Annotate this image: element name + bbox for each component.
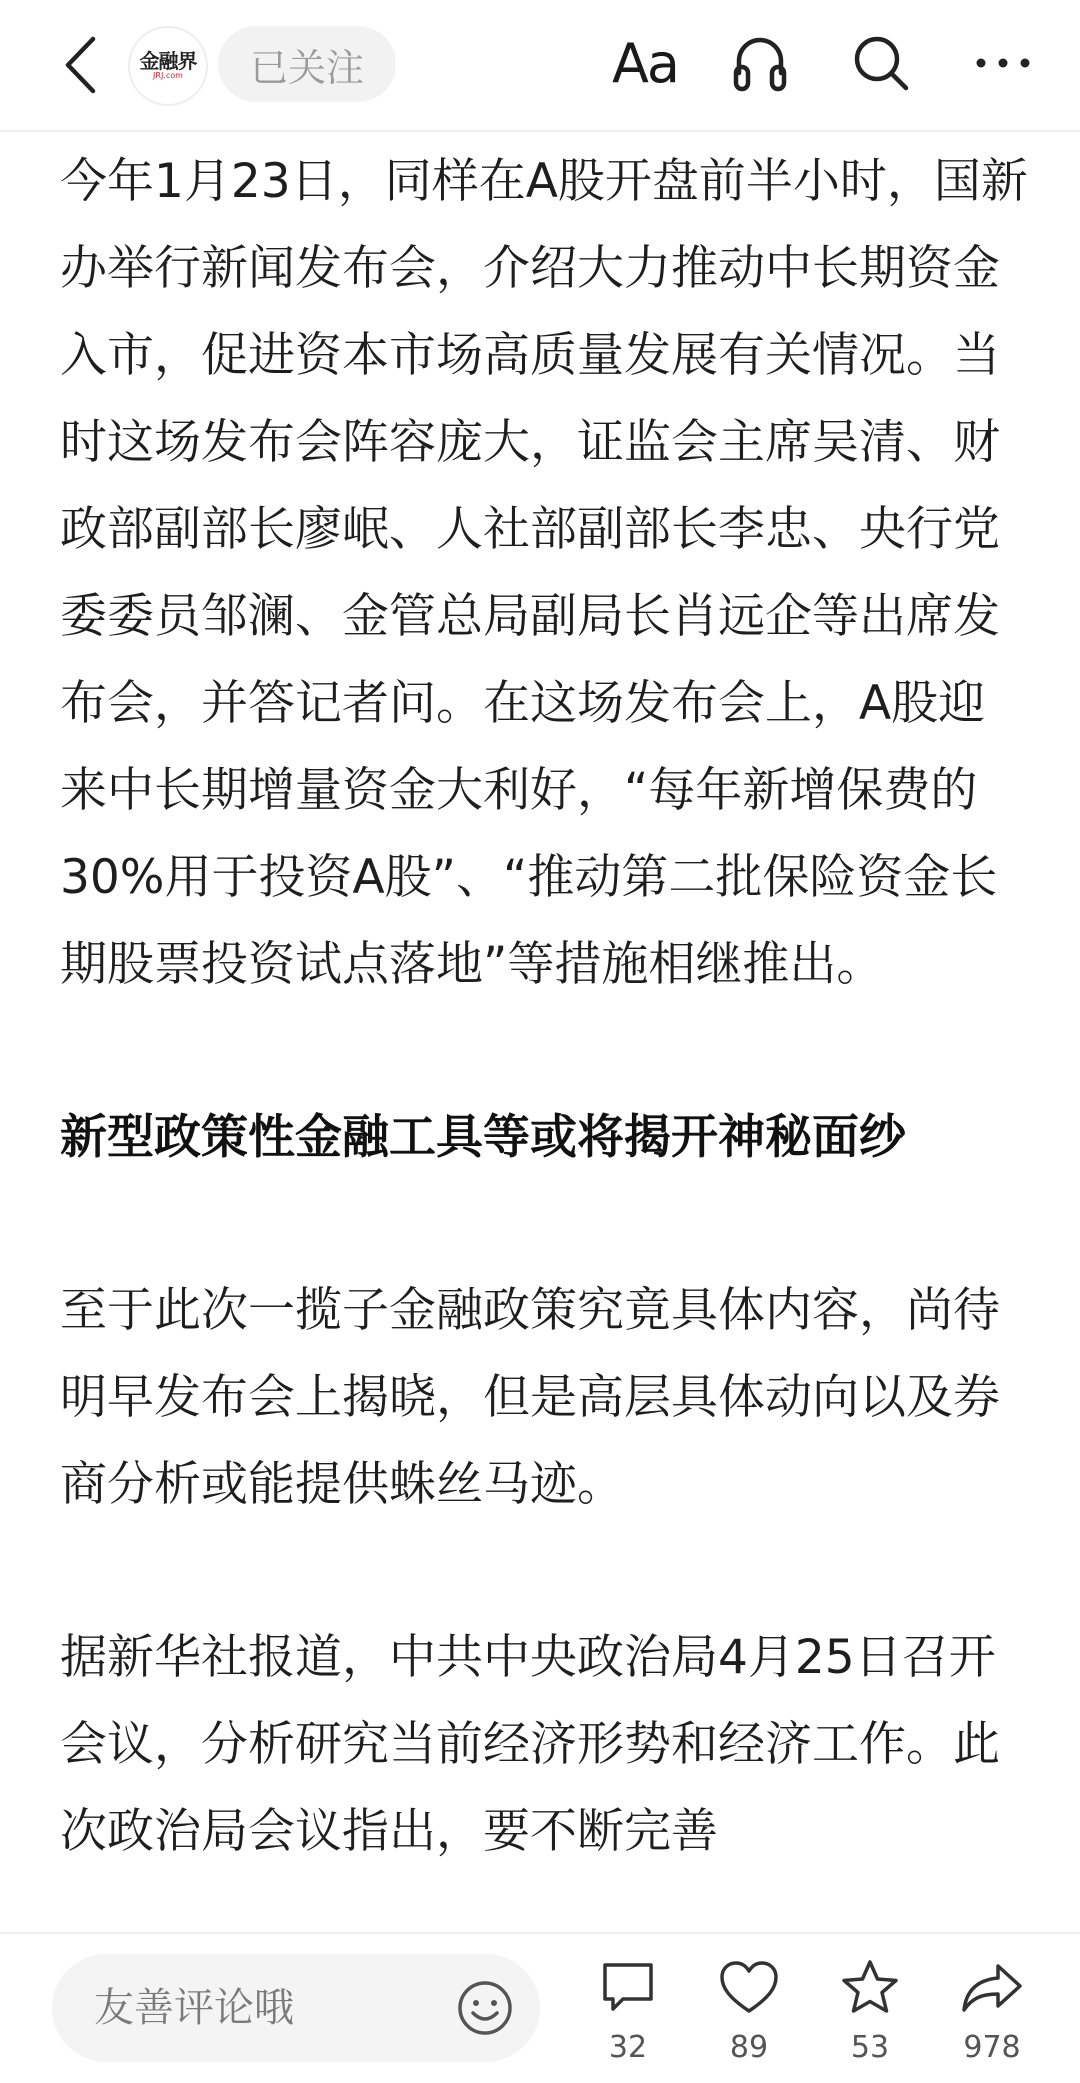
follow-status-button[interactable]: 已关注 — [218, 26, 396, 102]
like-button[interactable] — [699, 1954, 799, 2074]
comment-placeholder: 友善评论哦 — [94, 1985, 294, 2031]
publisher-logo-subtext: JRJ.com — [153, 71, 183, 80]
star-icon — [839, 1958, 901, 2018]
article-paragraph-2: 至于此次一揽子金融政策究竟具体内容，尚待明早发布会上揭晓，但是高层具体动向以及券商分析或能提供蛛丝马迹。 — [60, 1283, 1000, 1512]
search-button[interactable] — [848, 28, 914, 98]
article-paragraph-3: 据新华社报道，中共中央政治局4月25日召开会议，分析研究当前经济形势和经济工作。此次政治局会议指出，要不断完善 — [60, 1630, 1000, 1859]
publisher-avatar[interactable] — [128, 26, 208, 106]
headphones-icon — [731, 33, 789, 93]
chevron-left-icon — [63, 35, 97, 95]
more-horizontal-icon — [973, 53, 1033, 73]
heart-icon — [718, 1959, 780, 2017]
bottom-action-bar — [0, 1932, 1080, 2083]
article-section-heading: 新型政策性金融工具等或将揭开神秘面纱 — [60, 1110, 906, 1165]
smile-icon[interactable] — [456, 1979, 514, 2037]
share-count: 978 — [963, 2030, 1021, 2065]
publisher-logo-text: 金融界 — [139, 49, 197, 73]
listen-button[interactable] — [727, 28, 793, 98]
comment-icon — [599, 1959, 657, 2017]
comment-input[interactable] — [52, 1954, 540, 2062]
share-button[interactable] — [942, 1954, 1042, 2074]
article-paragraph-1: 今年1月23日，同样在A股开盘前半小时，国新办举行新闻发布会，介绍大力推动中长期资金入市，促进资本市场高质量发展有关情况。当时这场发布会阵容庞大，证监会主席吴清、财政部副部长廖岷、人社部副部长李忠、央行党委委员邹澜、金管总局副局长肖远企等出席发布会，并答记者问。在这场发布会上，A股迎来中长期增量资金大利好，“每年新增保费的30%用于投资A股”、“推动第二批保险资金长期股票投资试点落地”等措施相继推出。 — [60, 154, 1028, 992]
article-body — [60, 138, 1030, 1961]
back-button[interactable] — [50, 30, 110, 100]
favorite-button[interactable] — [820, 1954, 920, 2074]
share-arrow-icon — [960, 1960, 1024, 2016]
top-navigation-bar — [0, 0, 1080, 132]
more-button[interactable] — [968, 28, 1038, 98]
font-size-button[interactable]: Aa — [611, 31, 679, 95]
like-count: 89 — [729, 2030, 769, 2065]
comment-button[interactable] — [578, 1954, 678, 2074]
favorite-count: 53 — [850, 2030, 890, 2065]
comment-count: 32 — [608, 2030, 648, 2065]
search-icon — [851, 33, 911, 93]
